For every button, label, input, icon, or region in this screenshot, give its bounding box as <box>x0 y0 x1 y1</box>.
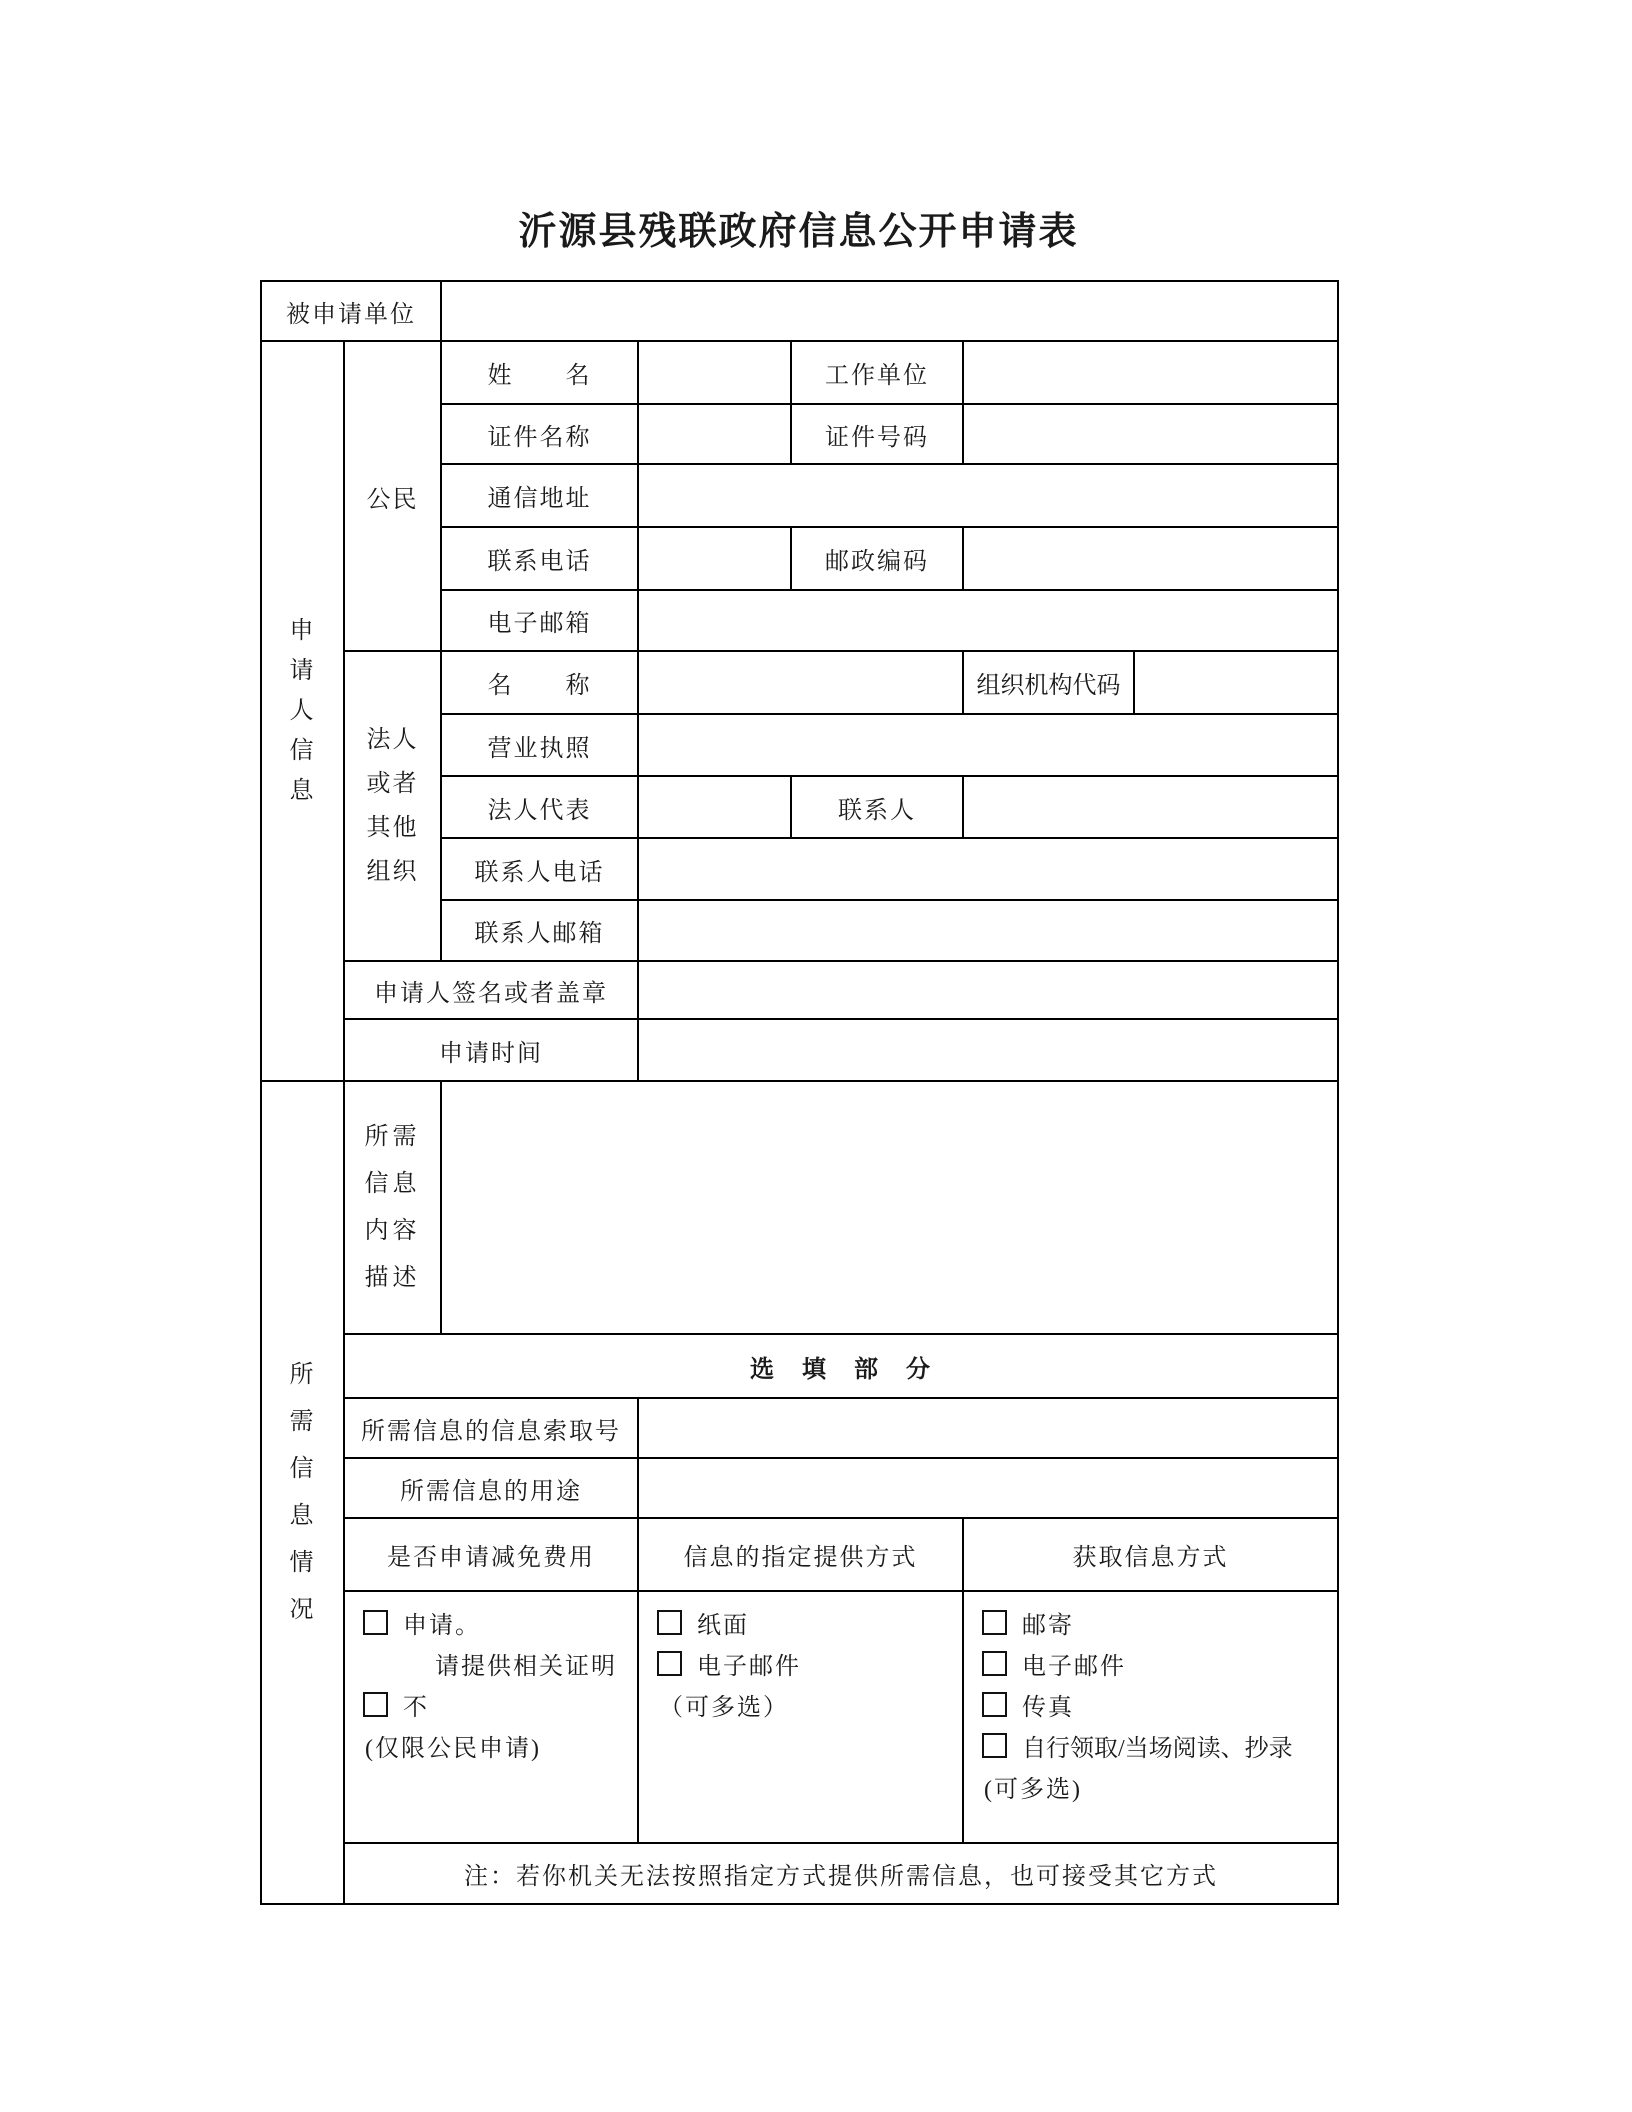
legal-rep-input[interactable] <box>638 776 791 838</box>
citizen-group-label: 公民 <box>344 341 441 651</box>
obtain-fax-checkbox[interactable] <box>982 1692 1007 1717</box>
address-input[interactable] <box>638 464 1338 527</box>
cert-name-input[interactable] <box>638 404 791 464</box>
license-input[interactable] <box>638 714 1338 776</box>
provide-column-header: 信息的指定提供方式 <box>638 1518 963 1591</box>
provide-options-cell <box>638 1591 963 1843</box>
cert-no-input[interactable] <box>963 404 1338 464</box>
signature-label: 申请人签名或者盖章 <box>344 961 638 1019</box>
email-input[interactable] <box>638 590 1338 651</box>
provide-multi-note: （可多选） <box>659 1695 789 1721</box>
contact-email-input[interactable] <box>638 900 1338 961</box>
org-code-input[interactable] <box>1134 651 1338 714</box>
info-purpose-input[interactable] <box>638 1458 1338 1518</box>
work-unit-input[interactable] <box>963 341 1338 404</box>
name-input[interactable] <box>638 341 791 404</box>
legal-rep-label: 法人代表 <box>441 776 638 838</box>
contact-phone-input[interactable] <box>638 838 1338 900</box>
email-label: 电子邮箱 <box>441 590 638 651</box>
need-info-section-label: 所 需 信 息 情 况 <box>261 1081 344 1904</box>
contact-email-label: 联系人邮箱 <box>441 900 638 961</box>
optional-section-header: 选 填 部 分 <box>344 1334 1338 1398</box>
info-index-input[interactable] <box>638 1398 1338 1458</box>
provide-email-checkbox[interactable] <box>657 1651 682 1676</box>
fee-options-cell <box>344 1591 638 1843</box>
requested-unit-label: 被申请单位 <box>261 281 441 341</box>
org-name-label: 名 称 <box>441 651 638 714</box>
name-label: 姓 名 <box>441 341 638 404</box>
description-label: 所需 信息 内容 描述 <box>344 1081 441 1334</box>
description-input[interactable] <box>441 1081 1338 1334</box>
fee-apply-note: 请提供相关证明 <box>435 1654 617 1680</box>
org-code-label: 组织机构代码 <box>963 651 1134 714</box>
form-title: 沂源县残联政府信息公开申请表 <box>518 211 1079 253</box>
phone-label: 联系电话 <box>441 527 638 590</box>
postcode-input[interactable] <box>963 527 1338 590</box>
fee-no-checkbox[interactable] <box>363 1692 388 1717</box>
obtain-email-checkbox[interactable] <box>982 1651 1007 1676</box>
provide-paper-checkbox[interactable] <box>657 1610 682 1635</box>
address-label: 通信地址 <box>441 464 638 527</box>
license-label: 营业执照 <box>441 714 638 776</box>
obtain-option-fax[interactable]: 传真 <box>982 1688 1327 1729</box>
fee-apply-checkbox[interactable] <box>363 1610 388 1635</box>
work-unit-label: 工作单位 <box>791 341 963 404</box>
provide-option-paper[interactable]: 纸面 <box>657 1606 952 1647</box>
applicant-section-label: 申 请 人 信 息 <box>261 341 344 1081</box>
fee-column-header: 是否申请减免费用 <box>344 1518 638 1591</box>
obtain-multi-note: (可多选) <box>984 1777 1082 1803</box>
application-form-table <box>260 280 1339 1905</box>
fee-option-no[interactable]: 不 <box>363 1688 627 1729</box>
obtain-column-header: 获取信息方式 <box>963 1518 1338 1591</box>
postcode-label: 邮政编码 <box>791 527 963 590</box>
fee-option-apply[interactable]: 申请。 <box>363 1606 627 1647</box>
fee-citizen-note: (仅限公民申请) <box>365 1736 541 1762</box>
contact-label: 联系人 <box>791 776 963 838</box>
contact-phone-label: 联系人电话 <box>441 838 638 900</box>
provide-option-email[interactable]: 电子邮件 <box>657 1647 952 1688</box>
signature-input[interactable] <box>638 961 1338 1019</box>
cert-no-label: 证件号码 <box>791 404 963 464</box>
apply-time-input[interactable] <box>638 1019 1338 1081</box>
org-group-label: 法人 或者 其他 组织 <box>344 651 441 961</box>
cert-name-label: 证件名称 <box>441 404 638 464</box>
info-purpose-label: 所需信息的用途 <box>344 1458 638 1518</box>
apply-time-label: 申请时间 <box>344 1019 638 1081</box>
org-name-input[interactable] <box>638 651 963 714</box>
info-index-label: 所需信息的信息索取号 <box>344 1398 638 1458</box>
phone-input[interactable] <box>638 527 791 590</box>
bottom-note: 注：若你机关无法按照指定方式提供所需信息，也可接受其它方式 <box>344 1843 1338 1904</box>
obtain-option-self[interactable]: 自行领取/当场阅读、抄录 <box>982 1729 1327 1770</box>
obtain-mail-checkbox[interactable] <box>982 1610 1007 1635</box>
obtain-self-checkbox[interactable] <box>982 1733 1007 1758</box>
obtain-option-mail[interactable]: 邮寄 <box>982 1606 1327 1647</box>
contact-input[interactable] <box>963 776 1338 838</box>
obtain-options-cell <box>963 1591 1338 1843</box>
requested-unit-input[interactable] <box>441 281 1338 341</box>
obtain-option-email[interactable]: 电子邮件 <box>982 1647 1327 1688</box>
